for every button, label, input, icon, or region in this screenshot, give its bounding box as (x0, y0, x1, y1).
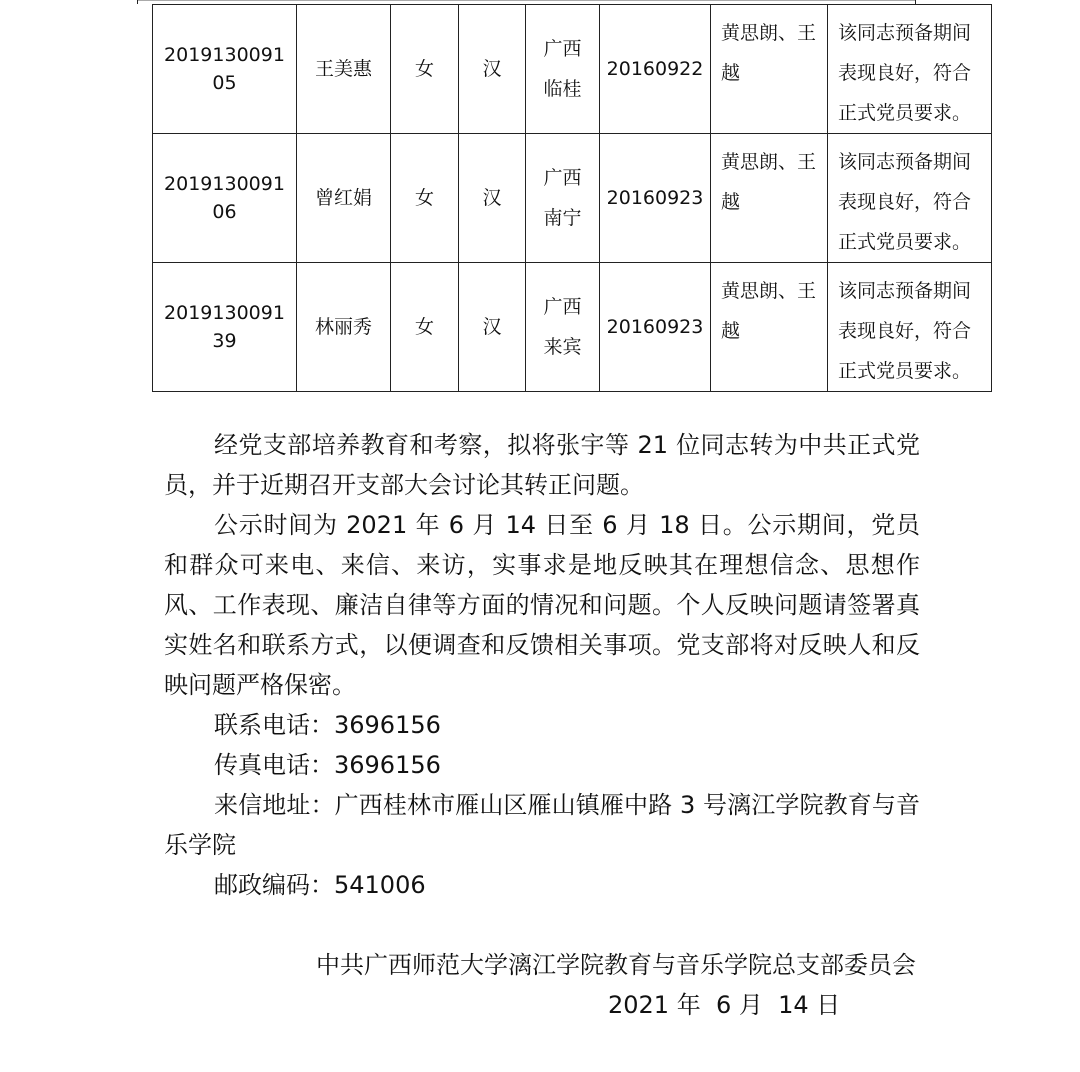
member-origin (526, 134, 600, 263)
member-comment: 该同志预备期间表现良好，符合正式党员要求。 (828, 263, 992, 392)
member-date: 20160922 (600, 5, 711, 134)
member-ethnicity: 汉 (459, 263, 526, 392)
member-name: 林丽秀 (297, 263, 391, 392)
member-origin (526, 263, 600, 392)
origin-city: 南宁 (543, 207, 582, 229)
member-comment: 该同志预备期间表现良好，符合正式党员要求。 (828, 134, 992, 263)
member-id: 201913009105 (153, 5, 297, 134)
member-introducers: 黄思朗、王越 (711, 263, 828, 392)
paragraph-proposal: 经党支部培养教育和考察，拟将张宇等 21 位同志转为中共正式党员，并于近期召开支部大会讨论其转正问题。 (164, 431, 920, 499)
origin-province: 广西 (543, 38, 582, 60)
contact-phone: 联系电话：3696156 (214, 711, 441, 739)
member-id: 201913009106 (153, 134, 297, 263)
member-origin (526, 5, 600, 134)
member-date: 20160923 (600, 134, 711, 263)
signature-organization: 中共广西师范大学漓江学院教育与音乐学院总支部委员会 (316, 951, 916, 979)
member-ethnicity: 汉 (459, 134, 526, 263)
member-introducers: 黄思朗、王越 (711, 134, 828, 263)
table-row (153, 134, 992, 263)
origin-province: 广西 (543, 167, 582, 189)
previous-table-edge (137, 0, 915, 1)
member-id: 201913009139 (153, 263, 297, 392)
member-gender: 女 (391, 263, 459, 392)
origin-city: 来宾 (543, 336, 582, 358)
member-name: 王美惠 (297, 5, 391, 134)
table-row (153, 263, 992, 392)
member-name: 曾红娟 (297, 134, 391, 263)
member-gender: 女 (391, 134, 459, 263)
signature-date: 2021 年 6 月 14 日 (608, 991, 841, 1019)
announcement-body (164, 425, 920, 905)
member-ethnicity: 汉 (459, 5, 526, 134)
contact-postcode: 邮政编码：541006 (214, 871, 426, 899)
member-introducers: 黄思朗、王越 (711, 5, 828, 134)
origin-province: 广西 (543, 296, 582, 318)
member-date: 20160923 (600, 263, 711, 392)
members-table (152, 4, 992, 392)
previous-table-border-left (137, 0, 138, 4)
table-row (153, 5, 992, 134)
member-comment: 该同志预备期间表现良好，符合正式党员要求。 (828, 5, 992, 134)
origin-city: 临桂 (543, 78, 582, 100)
contact-fax: 传真电话：3696156 (214, 751, 441, 779)
member-gender: 女 (391, 5, 459, 134)
contact-address: 来信地址：广西桂林市雁山区雁山镇雁中路 3 号漓江学院教育与音乐学院 (164, 791, 920, 859)
paragraph-notice-period: 公示时间为 2021 年 6 月 14 日至 6 月 18 日。公示期间，党员和群众可来电、来信、来访，实事求是地反映其在理想信念、思想作风、工作表现、廉洁自律等方面的情况和问题。个人反映问题请签署真实姓名和联系方式，以便调查和反馈相关事项。党支部将对反映人和反映问题严格保密。 (164, 511, 920, 699)
